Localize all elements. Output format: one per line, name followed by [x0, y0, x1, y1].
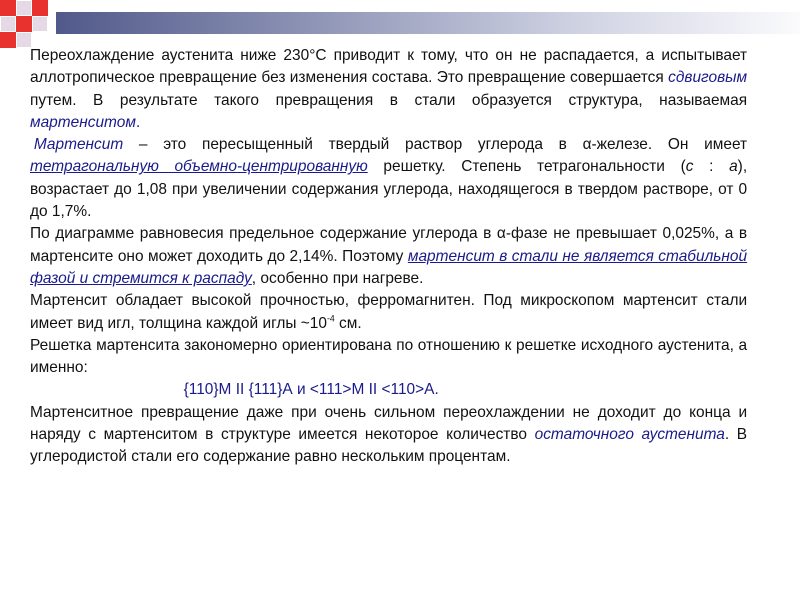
paragraph-4 — [30, 289, 747, 334]
symbol-a: а — [729, 157, 738, 176]
decor-square — [16, 16, 32, 32]
decor-square — [0, 16, 16, 32]
decor-square — [32, 0, 48, 16]
text: Решетка мартенсита закономерно ориентирована по отношению к решетке исходного аустенита, а именно: — [30, 335, 748, 377]
text: -железе. Он имеет — [591, 135, 748, 154]
text: путем. В результате такого превращения в стали образуется структура, называемая — [30, 90, 748, 109]
decor-square — [0, 0, 16, 16]
text: Мартенситное превращение даже при очень сильном переохлаждении не доходит до конца и наряду с мартенситом в структуре имеется некоторое количество — [30, 402, 748, 444]
text: , особенно при нагреве. — [251, 268, 424, 287]
text: : — [693, 157, 730, 176]
decor-square — [32, 16, 48, 32]
slide-body — [30, 44, 747, 468]
term-unstable-phase: мартенсит в стали не является стабильной фазой и стремится к распаду — [30, 246, 748, 287]
orientation-formula: {110}М II {111}А и <111>М II <110>А. — [183, 380, 439, 399]
term-martensit: мартенситом — [30, 112, 136, 131]
term-martensit-def: Мартенсит — [33, 135, 124, 154]
decor-square — [16, 0, 32, 16]
paragraph-6 — [30, 401, 747, 468]
text: см. — [334, 313, 362, 332]
text: ), возрастает до 1,08 при увеличении содержания углерода, находящегося в твердом растворе, от 0 до 1,7%. — [30, 157, 748, 221]
text: решетку. Степень тетрагональности ( — [367, 157, 686, 176]
decor-square — [0, 32, 16, 48]
header-gradient-bar — [56, 12, 800, 34]
term-lattice: тетрагональную объемно-центрированную — [30, 157, 368, 176]
paragraph-2 — [30, 133, 747, 222]
paragraph-3 — [30, 222, 747, 289]
symbol-c: с — [685, 157, 694, 176]
text: . В углеродистой стали его содержание равно нескольким процентам. — [30, 425, 748, 466]
text: Мартенсит обладает высокой прочностью, ферромагнитен. Под микроскопом мартенсит стали имеет вид игл, толщина каждой иглы ~10 — [30, 291, 748, 332]
alpha-symbol: α — [582, 135, 592, 154]
text: . — [135, 112, 141, 131]
text: -фазе не превышает 0,025%, а в мартенсите оно может доходить до 2,14%. Поэтому — [30, 224, 748, 265]
paragraph-5 — [30, 334, 747, 379]
text: Переохлаждение аустенита ниже 230°С приводит к тому, что он не распадается, а испытывает аллотропическое превращение без изменения состава. Это превращение совершается — [30, 46, 748, 87]
paragraph-1 — [30, 44, 747, 133]
text: По диаграмме равновесия предельное содержание углерода в — [30, 224, 497, 243]
term-residual-austenite: остаточного аустенита — [534, 425, 725, 444]
term-sdvigovym: сдвиговым — [668, 68, 748, 87]
alpha-symbol: α — [496, 224, 506, 243]
exponent: -4 — [327, 313, 335, 324]
text: – это пересыщенный твердый раствор углерода в — [123, 135, 583, 154]
